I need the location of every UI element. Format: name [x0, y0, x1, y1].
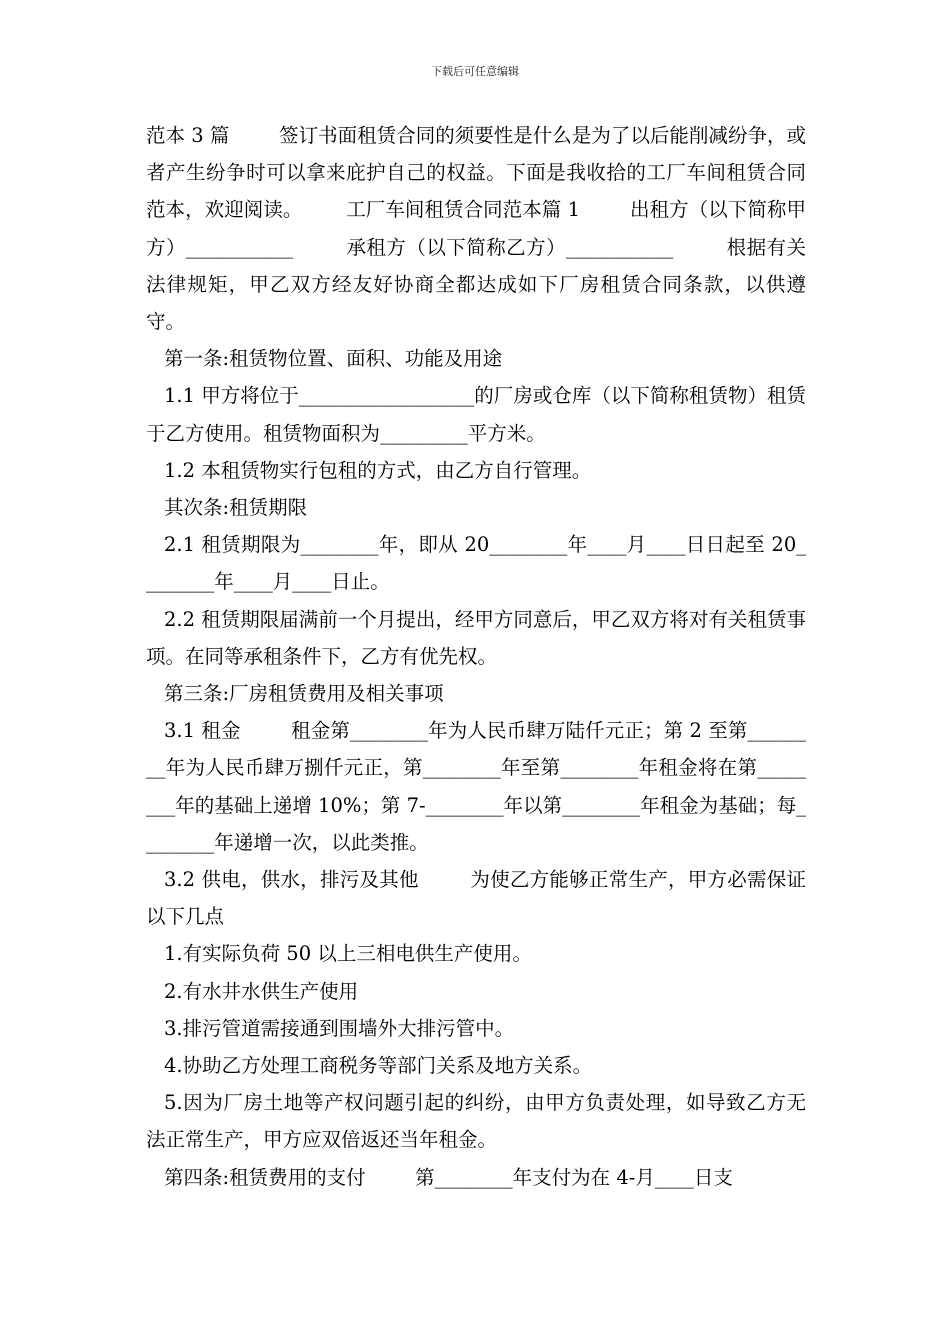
document-body: [146, 117, 806, 1196]
clause-3-1: 3.1 租金 租金第________年为人民币肆万陆仟元正；第 2 至第________年为人民币肆万捌仟元正，第________年至第________年租金将在第________年的基础上递增 10%；第 7-________年以第________年租金为基础；每________年递增一次，以此类推。: [146, 719, 806, 854]
article-2-heading: 其次条:租赁期限: [164, 496, 308, 520]
clause-2-2: 2.2 租赁期限届满前一个月提出，经甲方同意后，甲乙双方将对有关租赁事项。在同等承租条件下，乙方有优先权。: [146, 607, 806, 668]
list-item-5: 5.因为厂房土地等产权问题引起的纠纷，由甲方负责处理，如导致乙方无法正常生产，甲方应双倍返还当年租金。: [146, 1091, 806, 1152]
list-item-2: 2.有水井水供生产使用: [164, 979, 359, 1003]
clause-2-1: 2.1 租赁期限为________年，即从 20________年____月____日日起至 20________年____月____日止。: [146, 533, 806, 594]
list-item-4: 4.协助乙方处理工商税务等部门关系及地方关系。: [164, 1054, 593, 1078]
list-item-3: 3.排污管道需接通到围墙外大排污管中。: [164, 1016, 515, 1040]
clause-1-1: 1.1 甲方将位于__________________的厂房或仓库（以下简称租赁物）租赁于乙方使用。租赁物面积为_________平方米。: [146, 384, 806, 445]
article-3-heading: 第三条:厂房租赁费用及相关事项: [164, 682, 444, 706]
list-item-1: 1.有实际负荷 50 以上三相电供生产使用。: [164, 942, 532, 966]
clause-3-2: 3.2 供电，供水，排污及其他 为使乙方能够正常生产，甲方必需保证以下几点: [146, 868, 806, 929]
article-4-heading: 第四条:租赁费用的支付 第________年支付为在 4-月____日支: [164, 1165, 733, 1189]
intro-paragraph: 范本 3 篇 签订书面租赁合同的须要性是什么是为了以后能削减纷争，或者产生纷争时可以拿来庇护自己的权益。下面是我收拾的工厂车间租赁合同范本，欢迎阅读。 工厂车间租赁合同范本篇 1 出租方（以下简称甲方）___________ 承租方（以下简称乙方）___________ 根据有关法律规矩，甲乙双方经友好协商全都达成如下厂房租赁合同条款，以供遵守。: [146, 124, 806, 334]
clause-1-2: 1.2 本租赁物实行包租的方式，由乙方自行管理。: [164, 458, 592, 482]
article-1-heading: 第一条:租赁物位置、面积、功能及用途: [164, 347, 503, 371]
page-header: 下载后可任意编辑: [431, 65, 519, 78]
